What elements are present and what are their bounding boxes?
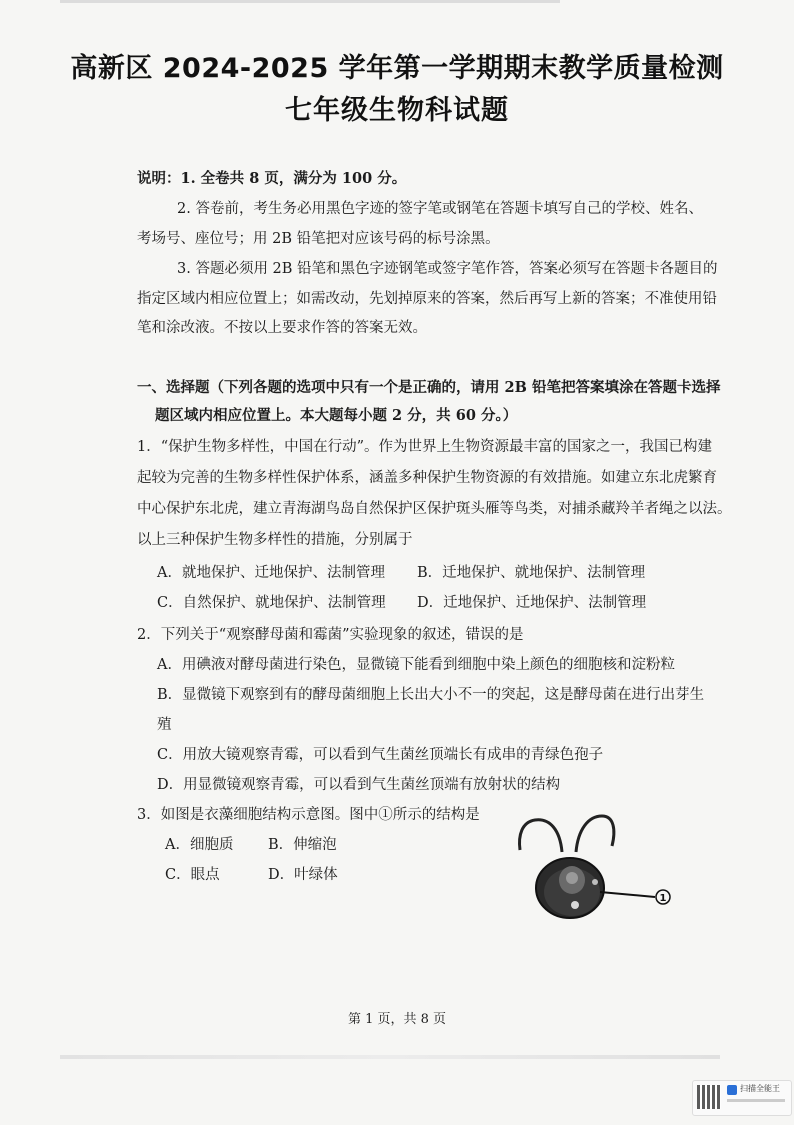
exam-title: 高新区 2024-2025 学年第一学期期末教学质量检测 [70, 53, 724, 84]
exam-subtitle: 七年级生物科试题 [285, 95, 509, 126]
eyespot [592, 879, 598, 885]
chlamydomonas-diagram [500, 800, 700, 930]
scanner-logo-icon [727, 1085, 737, 1095]
q3-option-c: C．眼点 [165, 867, 220, 883]
q3-option-d: D．叶绿体 [268, 867, 338, 883]
q1-stem-line-4: 以上三种保护生物多样性的措施，分别属于 [137, 532, 413, 548]
flagellum-left [520, 820, 562, 852]
q2-stem: 2．下列关于“观察酵母菌和霉菌”实验现象的叙述，错误的是 [137, 627, 524, 643]
q2-option-d: D．用显微镜观察青霉，可以看到气生菌丝顶端有放射状的结构 [157, 777, 561, 793]
q1-option-a: A．就地保护、迁地保护、法制管理 [157, 565, 385, 581]
instructions-line-4: 3. 答题必须用 2B 铅笔和黑色字迹钢笔或签字笔作答，答案必须写在答题卡各题目的 [177, 261, 718, 277]
scanner-subtext [727, 1099, 785, 1102]
label-number: 1 [659, 893, 667, 904]
q1-stem-line-2: 起较为完善的生物多样性保护体系，涵盖多种保护生物资源的有效措施。如建立东北虎繁育 [137, 470, 717, 486]
scan-edge-bottom [60, 1055, 720, 1059]
q1-option-d: D．迁地保护、迁地保护、法制管理 [417, 595, 647, 611]
pyrenoid [571, 901, 579, 909]
q3-option-a: A．细胞质 [165, 837, 234, 853]
q1-stem-line-1: 1．“保护生物多样性，中国在行动”。作为世界上生物资源最丰富的国家之一，我国已构建 [137, 439, 713, 455]
q1-option-c: C．自然保护、就地保护、法制管理 [157, 595, 386, 611]
q2-option-a: A．用碘液对酵母菌进行染色，显微镜下能看到细胞中染上颜色的细胞核和淀粉粒 [157, 657, 675, 673]
q2-option-b-line-1: B．显微镜下观察到有的酵母菌细胞上长出大小不一的突起，这是酵母菌在进行出芽生 [157, 687, 705, 703]
instructions-line-6: 笔和涂改液。不按以上要求作答的答案无效。 [137, 320, 427, 336]
scanner-brand: 扫描全能王 [740, 1084, 780, 1093]
q3-option-b: B．伸缩泡 [268, 837, 337, 853]
q1-option-b: B．迁地保护、就地保护、法制管理 [417, 565, 646, 581]
instructions-line-2: 2. 答卷前，考生务必用黑色字迹的签字笔或钢笔在答题卡填写自己的学校、姓名、 [177, 201, 703, 217]
instructions-line-1: 说明：1. 全卷共 8 页，满分为 100 分。 [137, 170, 407, 187]
q3-stem: 3．如图是衣藻细胞结构示意图。图中①所示的结构是 [137, 807, 480, 823]
q1-stem-line-3: 中心保护东北虎，建立青海湖鸟岛自然保护区保护斑头雁等鸟类，对捕杀藏羚羊者绳之以法。 [137, 501, 732, 517]
instructions-line-3: 考场号、座位号；用 2B 铅笔把对应该号码的标号涂黑。 [137, 231, 500, 247]
flagellum-right [576, 816, 614, 852]
q2-option-b-line-2: 殖 [157, 717, 172, 733]
section-heading-1: 一、选择题（下列各题的选项中只有一个是正确的，请用 2B 铅笔把答案填涂在答题卡选择 [137, 379, 721, 396]
qr-code-icon [697, 1085, 721, 1109]
scan-edge-top [60, 0, 560, 3]
instructions-line-5: 指定区域内相应位置上；如需改动，先划掉原来的答案，然后再写上新的答案；不准使用铅 [137, 291, 717, 307]
page-footer: 第 1 页，共 8 页 [347, 1012, 447, 1027]
nucleus [566, 872, 578, 884]
section-heading-2: 题区域内相应位置上。本大题每小题 2 分，共 60 分。） [155, 407, 518, 424]
scanner-watermark [692, 1080, 792, 1116]
q2-option-c: C．用放大镜观察青霉，可以看到气生菌丝顶端长有成串的青绿色孢子 [157, 747, 604, 763]
pointer-line [600, 892, 655, 897]
